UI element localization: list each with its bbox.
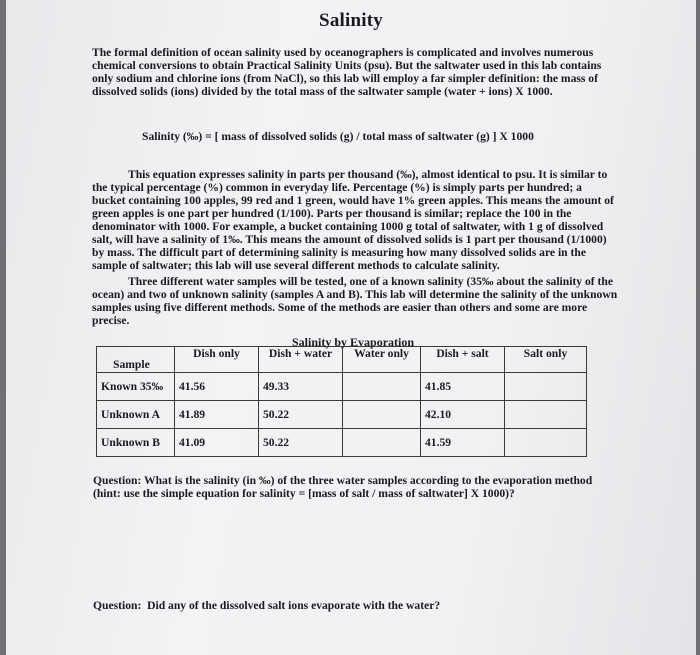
evaporation-table [96, 346, 587, 457]
cell-salt-only[interactable] [505, 373, 587, 401]
cell-dish-water: 50.22 [259, 401, 343, 429]
question-text: What is the salinity (in ‰) of the three water samples according to the evaporation method (hint: use the simple equation for salinity = [mass of salt / mass of saltwater] X 1000)? [93, 474, 593, 500]
cell-sample: Known 35‰ [97, 373, 175, 401]
header-salt-only: Salt only [505, 347, 587, 373]
cell-salt-only[interactable] [505, 401, 587, 429]
page-title: Salinity [319, 10, 383, 31]
table-caption: Salinity by Evaporation [292, 335, 415, 349]
cell-water-only[interactable] [343, 429, 421, 457]
samples-paragraph: Three different water samples will be tested, one of a known salinity (35‰ about the salinity of the ocean) and two of unknown salinity (samples A and B). This lab will determine the salinity of the unknown samples using five different methods. Some of the methods are easier than others and some are more precise. [92, 275, 618, 327]
question-evaporation [93, 599, 440, 612]
cell-dish-salt: 41.85 [421, 373, 505, 401]
cell-salt-only[interactable] [505, 429, 587, 457]
worksheet-page [6, 0, 696, 655]
cell-dish-only: 41.56 [175, 373, 259, 401]
intro-paragraph: The formal definition of ocean salinity used by oceanographers is complicated and involves numerous chemical conversions to obtain Practical Salinity Units (psu). But the saltwater used in this lab contains only sodium and chlorine ions (from NaCl), so this lab will employ a far simpler definition: the mass of dissolved solids (ions) divided by the total mass of the saltwater sample (water + ions) X 1000. [92, 46, 602, 98]
salinity-formula: Salinity (‰) = [ mass of dissolved solids (g) / total mass of saltwater (g) ] X 1000 [142, 130, 534, 143]
question-label: Question: [93, 599, 142, 612]
cell-dish-salt: 42.10 [421, 401, 505, 429]
question-label: Question: [93, 474, 142, 487]
question-salinity [93, 474, 619, 500]
cell-water-only[interactable] [343, 401, 421, 429]
cell-sample: Unknown B [97, 429, 175, 457]
cell-dish-water: 50.22 [259, 429, 343, 457]
table-row [97, 401, 587, 429]
header-sample: Sample [97, 347, 175, 373]
header-dish-water: Dish + water [259, 347, 343, 373]
question-text: Did any of the dissolved salt ions evaporate with the water? [141, 599, 441, 612]
cell-dish-salt: 41.59 [421, 429, 505, 457]
table-row [97, 429, 587, 457]
cell-dish-water: 49.33 [259, 373, 343, 401]
header-dish-only: Dish only [175, 347, 259, 373]
cell-dish-only: 41.09 [175, 429, 259, 457]
cell-water-only[interactable] [343, 373, 421, 401]
percent-explanation-paragraph: This equation expresses salinity in parts per thousand (‰), almost identical to psu. It is similar to the typical percentage (%) common in everyday life. Percentage (%) is simply parts per hundred; a bucket containing 100 apples, 99 red and 1 green, would have 1% green apples. This means the amount of green apples is one part per hundred (1/100). Parts per thousand is similar; replace the 100 in the denominator with 1000. For example, a bucket containing 1000 g total of saltwater, with 1 g of dissolved salt, will have a salinity of 1‰. This means the amount of dissolved solids is 1 part per thousand (1/1000) by mass. The difficult part of determining salinity is measuring how many dissolved solids are in the sample of saltwater; this lab will use several different methods to calculate salinity. [92, 168, 614, 272]
cell-dish-only: 41.89 [175, 401, 259, 429]
table-row [97, 373, 587, 401]
cell-sample: Unknown A [97, 401, 175, 429]
table-header-row [97, 347, 587, 373]
header-dish-salt: Dish + salt [421, 347, 505, 373]
header-water-only: Water only [343, 347, 421, 373]
